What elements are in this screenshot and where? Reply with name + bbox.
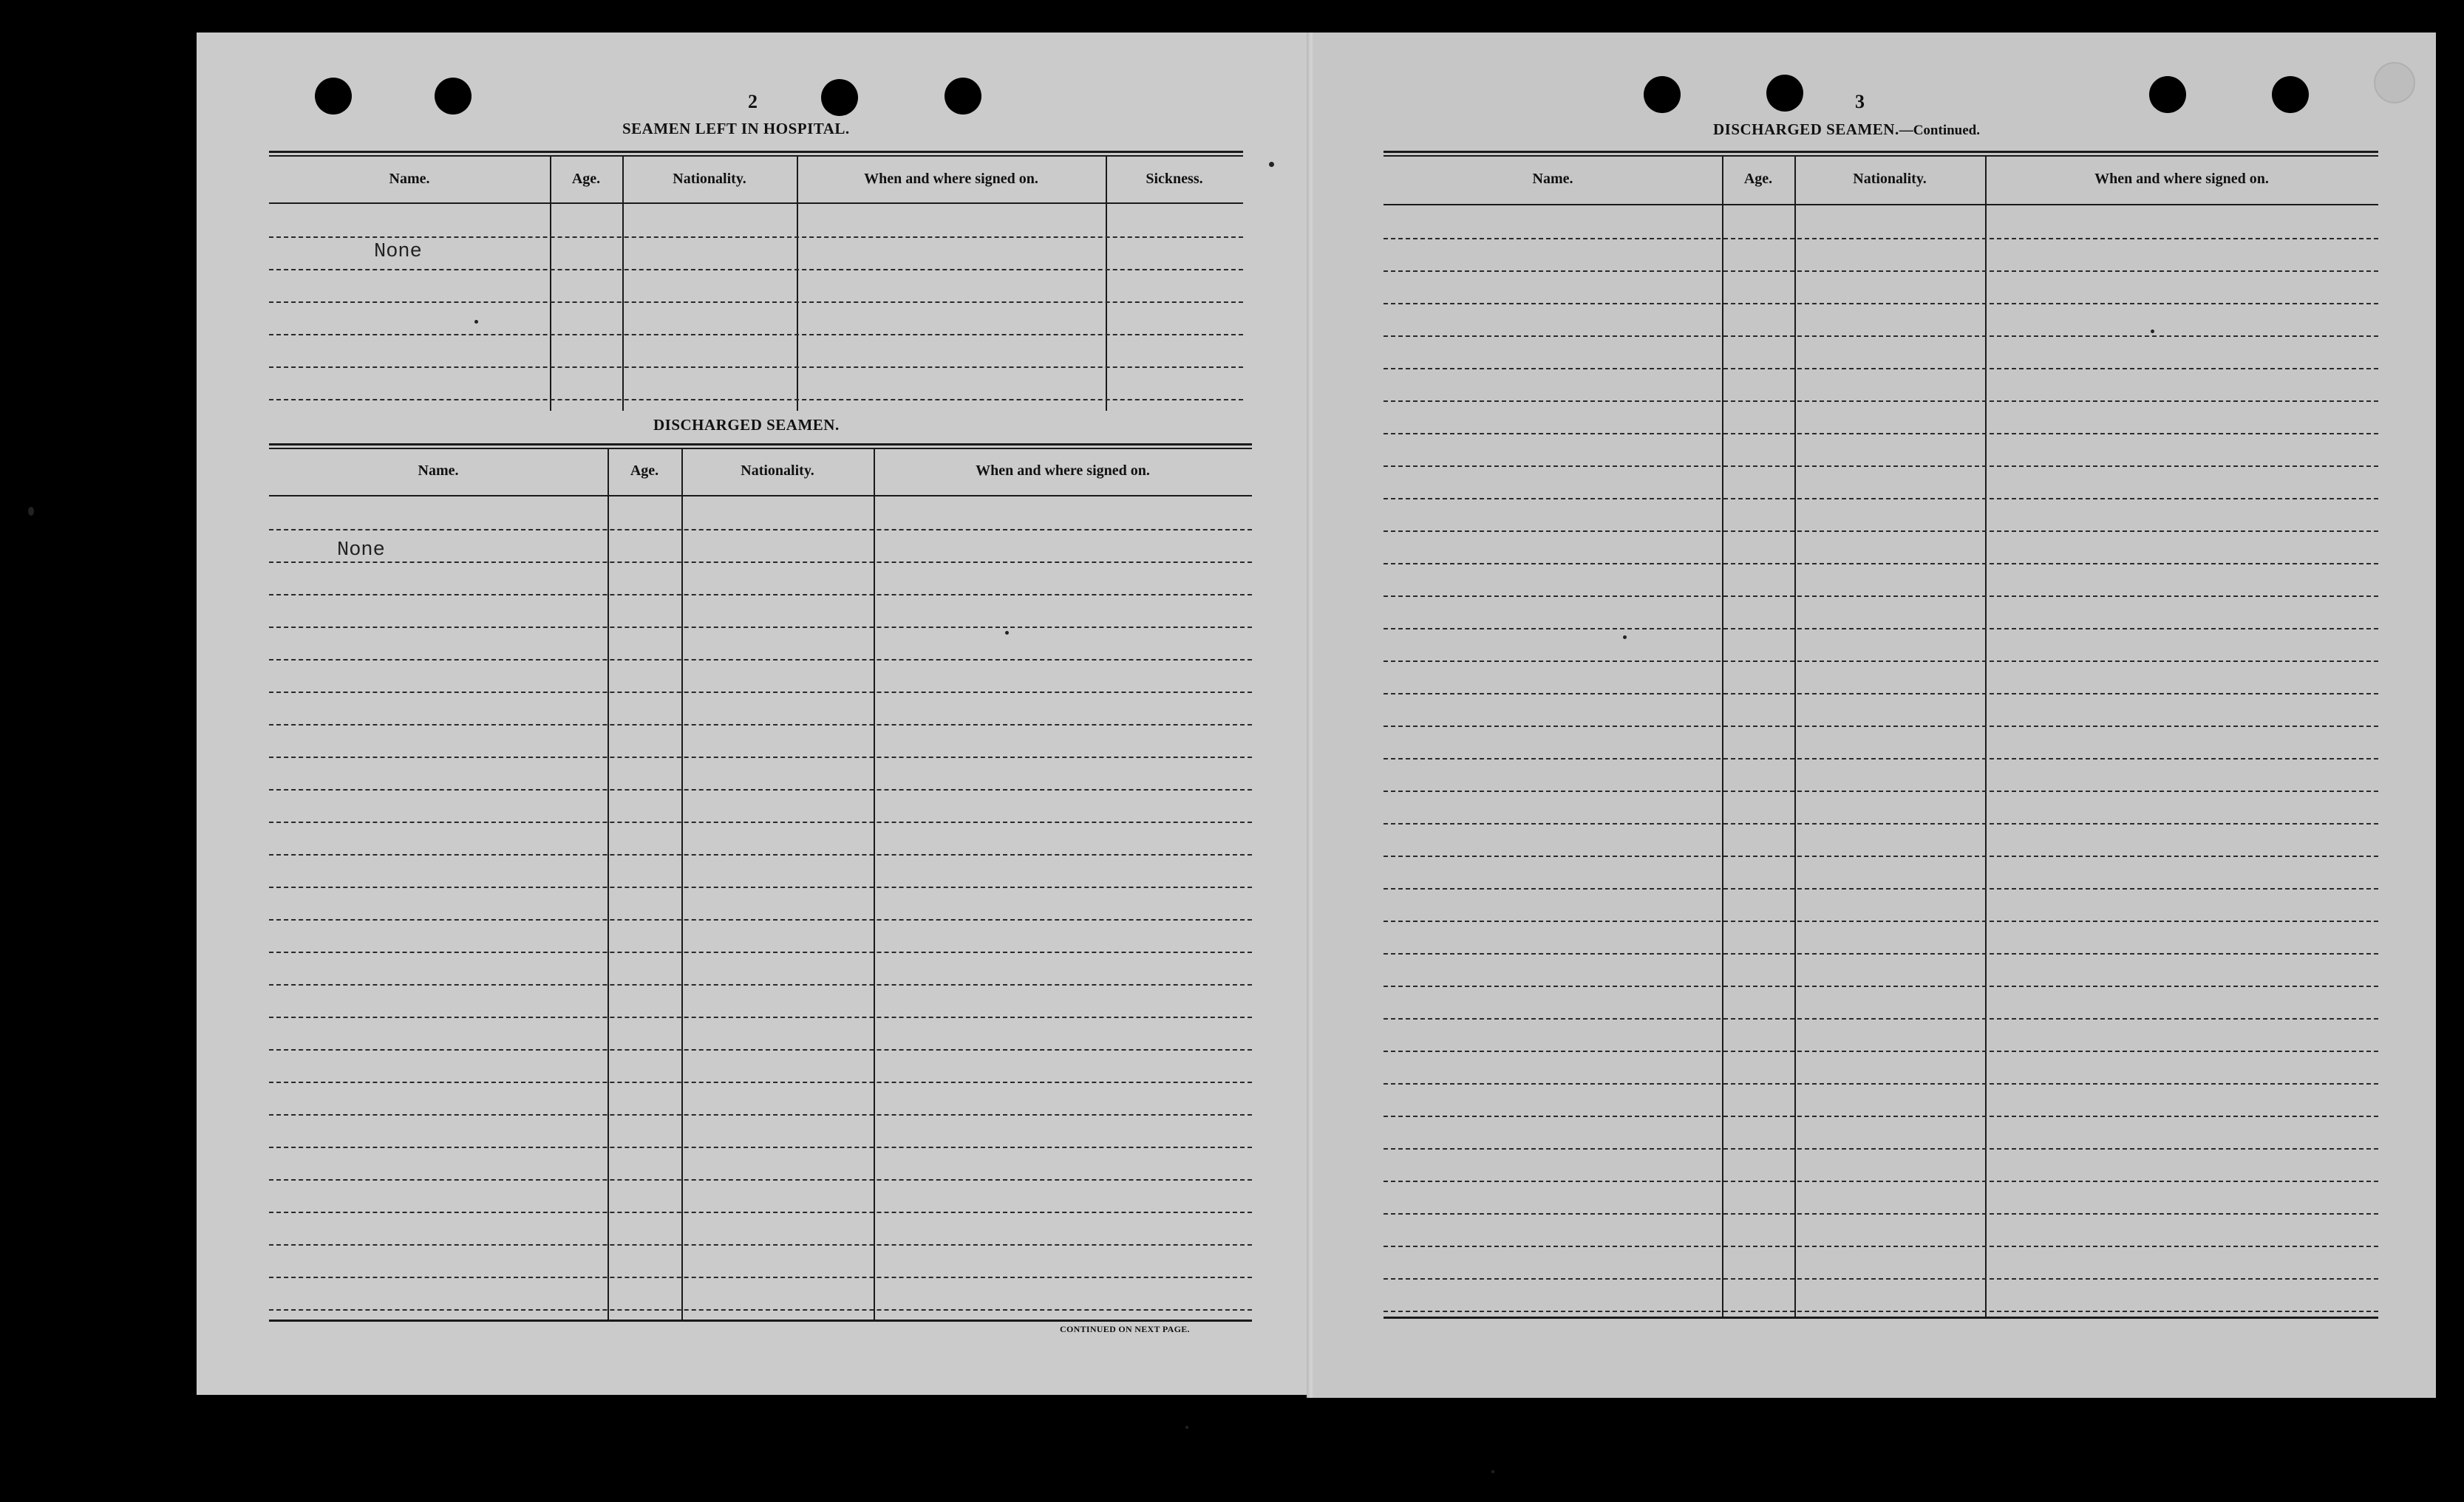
column-header-age: Age. xyxy=(1743,171,1773,187)
punch-hole xyxy=(315,78,352,115)
punch-hole xyxy=(2272,76,2309,113)
column-header-name: Name. xyxy=(1532,171,1573,187)
punch-hole xyxy=(435,78,472,115)
column-header-nationality: Nationality. xyxy=(673,171,746,187)
right-page xyxy=(1314,33,2436,1398)
ink-speck xyxy=(1623,635,1627,639)
section-title-text: DISCHARGED SEAMEN. xyxy=(1713,120,1899,138)
column-header-age: Age. xyxy=(630,462,659,479)
punch-hole xyxy=(1766,75,1803,112)
discharged-continued-title xyxy=(1713,120,1980,139)
punch-hole xyxy=(945,78,981,115)
column-header-name: Name. xyxy=(418,462,459,479)
ink-speck xyxy=(2151,330,2154,333)
ink-speck xyxy=(1491,1470,1494,1473)
ink-speck xyxy=(1005,631,1009,635)
punch-hole xyxy=(2149,76,2186,113)
left-page xyxy=(197,33,1307,1395)
discharged-continued-table xyxy=(1384,151,2378,1356)
column-header-name: Name. xyxy=(389,171,430,187)
column-header-age: Age. xyxy=(571,171,601,187)
continued-note: CONTINUED ON NEXT PAGE. xyxy=(1060,1324,1190,1334)
ink-speck xyxy=(1269,162,1274,167)
discharged-table xyxy=(269,443,1252,1352)
ink-speck xyxy=(474,320,478,324)
hospital-entry: None xyxy=(374,241,422,263)
hospital-section-title: SEAMEN LEFT IN HOSPITAL. xyxy=(622,120,850,137)
punch-hole xyxy=(1644,76,1681,113)
page-number: 2 xyxy=(748,91,758,112)
discharged-section-title: DISCHARGED SEAMEN. xyxy=(653,416,840,434)
column-header-nationality: Nationality. xyxy=(1853,171,1927,187)
ink-speck xyxy=(28,507,34,516)
discharged-entry: None xyxy=(337,539,385,561)
punch-hole xyxy=(821,79,858,116)
column-header-sickness: Sickness. xyxy=(1146,171,1203,187)
hospital-table xyxy=(269,151,1243,440)
column-header-signed-on: When and where signed on. xyxy=(864,171,1038,187)
column-header-signed-on: When and where signed on. xyxy=(976,462,1150,479)
page-number: 3 xyxy=(1855,91,1865,112)
section-title-suffix: —Continued. xyxy=(1899,123,1980,138)
ink-speck xyxy=(1185,1426,1188,1429)
punch-hole xyxy=(2374,62,2415,103)
column-header-signed-on: When and where signed on. xyxy=(2094,171,2269,187)
column-header-nationality: Nationality. xyxy=(741,462,814,479)
